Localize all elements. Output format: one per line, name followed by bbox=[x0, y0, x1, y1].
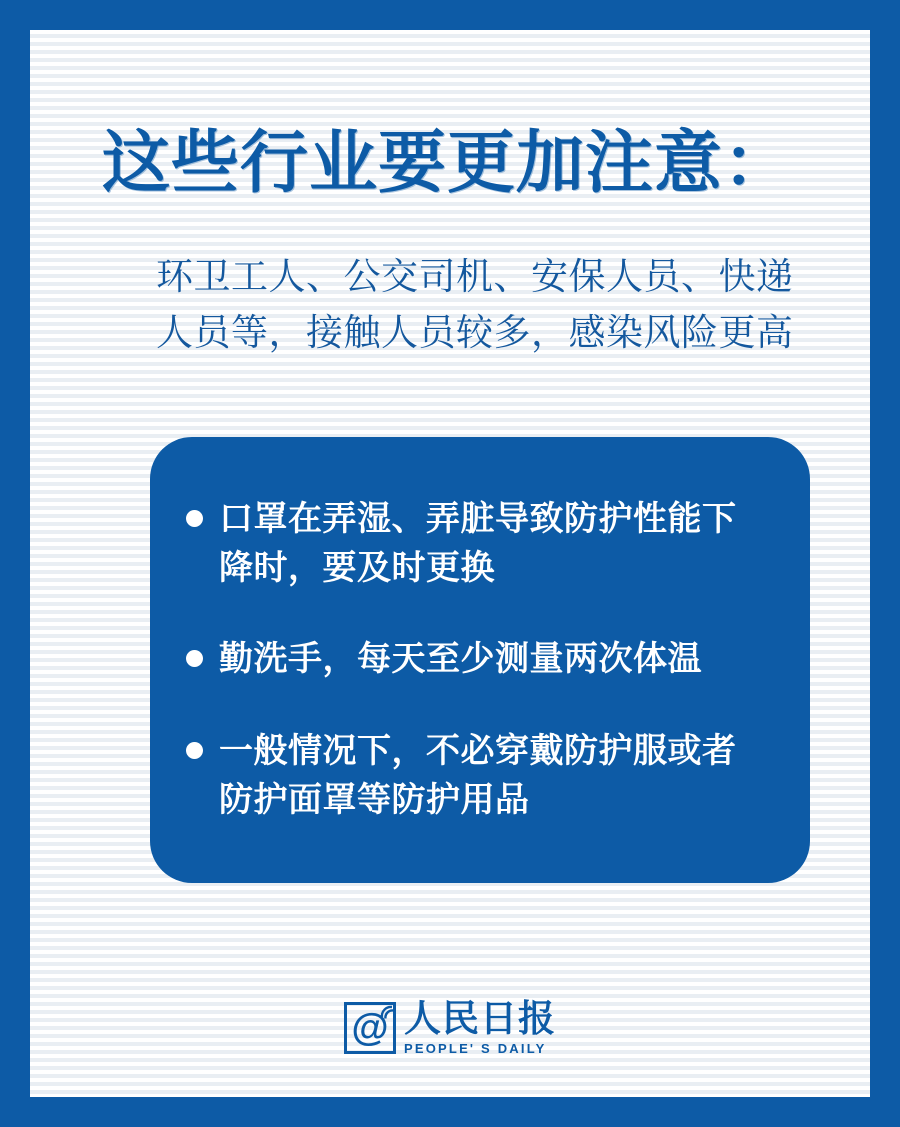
list-item-label: 勤洗手，每天至少测量两次体温 bbox=[219, 640, 702, 679]
publisher-logo bbox=[344, 1000, 556, 1055]
publisher-name-en: PEOPLE' S DAILY bbox=[404, 1041, 547, 1056]
intro-paragraph: 环卫工人、公交司机、安保人员、快递人员等，接触人员较多，感染风险更高 bbox=[156, 256, 794, 354]
list-item bbox=[186, 635, 770, 684]
publisher-name bbox=[404, 1000, 556, 1055]
at-sign-logo-icon bbox=[344, 1002, 396, 1054]
signal-wave-icon bbox=[378, 1003, 398, 1023]
poster-card bbox=[30, 30, 870, 1097]
advice-panel bbox=[150, 437, 810, 883]
at-symbol: @ bbox=[351, 1006, 389, 1049]
poster-content bbox=[30, 30, 870, 1097]
list-item bbox=[186, 727, 770, 826]
bullet-dot-icon bbox=[186, 650, 203, 667]
footer bbox=[30, 1000, 870, 1055]
page-title: 这些行业要更加注意： bbox=[102, 125, 793, 201]
bullet-dot-icon bbox=[186, 510, 203, 527]
publisher-name-cn: 人民日报 bbox=[404, 998, 556, 1039]
bullet-dot-icon bbox=[186, 742, 203, 759]
list-item-label: 口罩在弄湿、弄脏导致防护性能下降时，要及时更换 bbox=[219, 499, 737, 587]
list-item-label: 一般情况下，不必穿戴防护服或者防护面罩等防护用品 bbox=[219, 731, 737, 819]
list-item bbox=[186, 495, 770, 594]
advice-list bbox=[186, 495, 770, 825]
